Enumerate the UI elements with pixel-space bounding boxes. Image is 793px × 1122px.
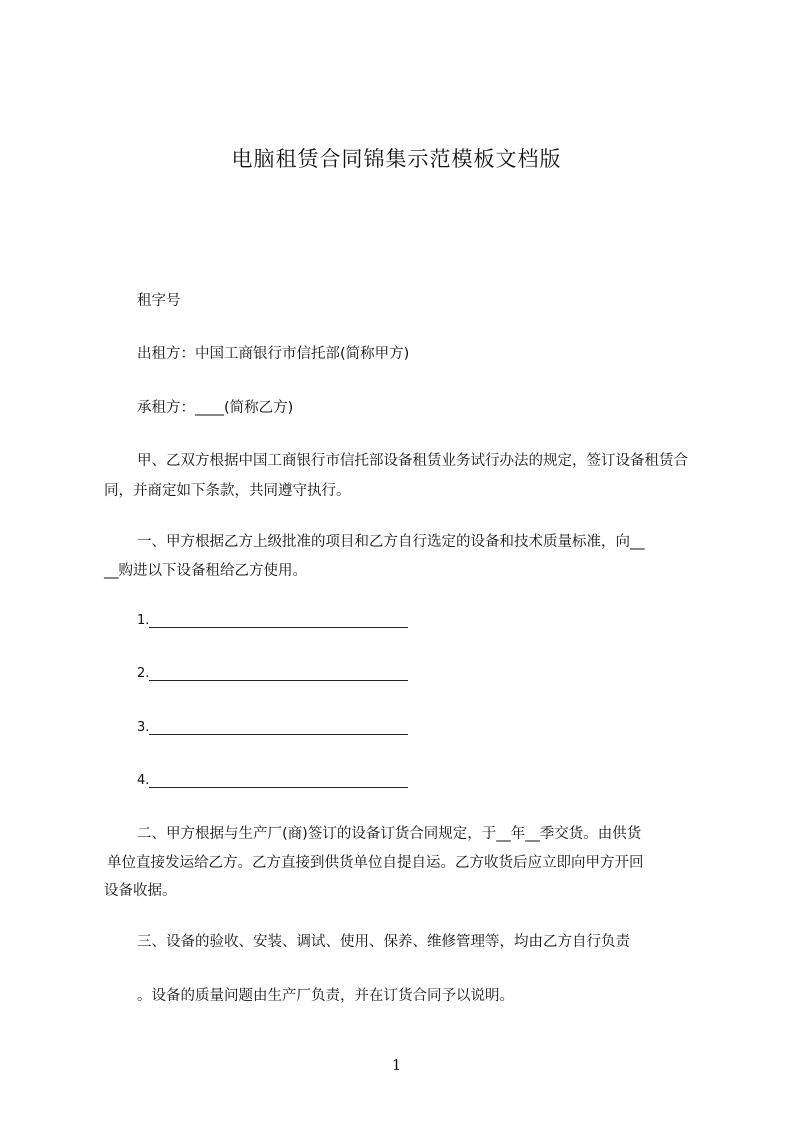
lessor-line: 出租方：中国工商银行市信托部(简称甲方) (137, 346, 410, 362)
page-number: 1 (391, 1056, 402, 1074)
intro-paragraph: 甲、乙双方根据中国工商银行市信托部设备租赁业务试行办法的规定，签订设备租赁合同，并商定如下条款，共同遵守执行。 (104, 453, 688, 499)
lessee-line: 承租方：____(简称乙方) (137, 400, 294, 416)
blank-line (149, 680, 408, 681)
blank-line (149, 627, 408, 628)
blank-line (149, 787, 408, 788)
list-item-number: 4. (137, 773, 150, 788)
list-item-number: 3. (137, 720, 150, 735)
clause-1-line-2: __购进以下设备租给乙方使用。 (104, 563, 307, 579)
clause-2-line-3: 设备收据。 (104, 883, 177, 899)
blank-line (149, 734, 408, 735)
clause-3-line-1: 三、设备的验收、安装、调试、使用、保养、维修管理等，均由乙方自行负责 (137, 934, 630, 950)
list-item-number: 2. (137, 666, 150, 681)
clause-1-line-1: 一、甲方根据乙方上级批准的项目和乙方自行选定的设备和技术质量标准，向__ (137, 534, 645, 550)
contract-number-label: 租字号 (137, 293, 181, 309)
clause-3-line-2: 。设备的质量问题由生产厂负责，并在订货合同予以说明。 (137, 988, 514, 1004)
clause-2-line-1: 二、甲方根据与生产厂(商)签订的设备订货合同规定，于__年__季交货。由供货 (137, 826, 642, 842)
list-item-number: 1. (137, 613, 150, 628)
clause-2-line-2: 单位直接发运给乙方。乙方直接到供货单位自提自运。乙方收货后应立即向甲方开回 (107, 855, 644, 871)
document-title: 电脑租赁合同锦集示范模板文档版 (231, 147, 562, 171)
